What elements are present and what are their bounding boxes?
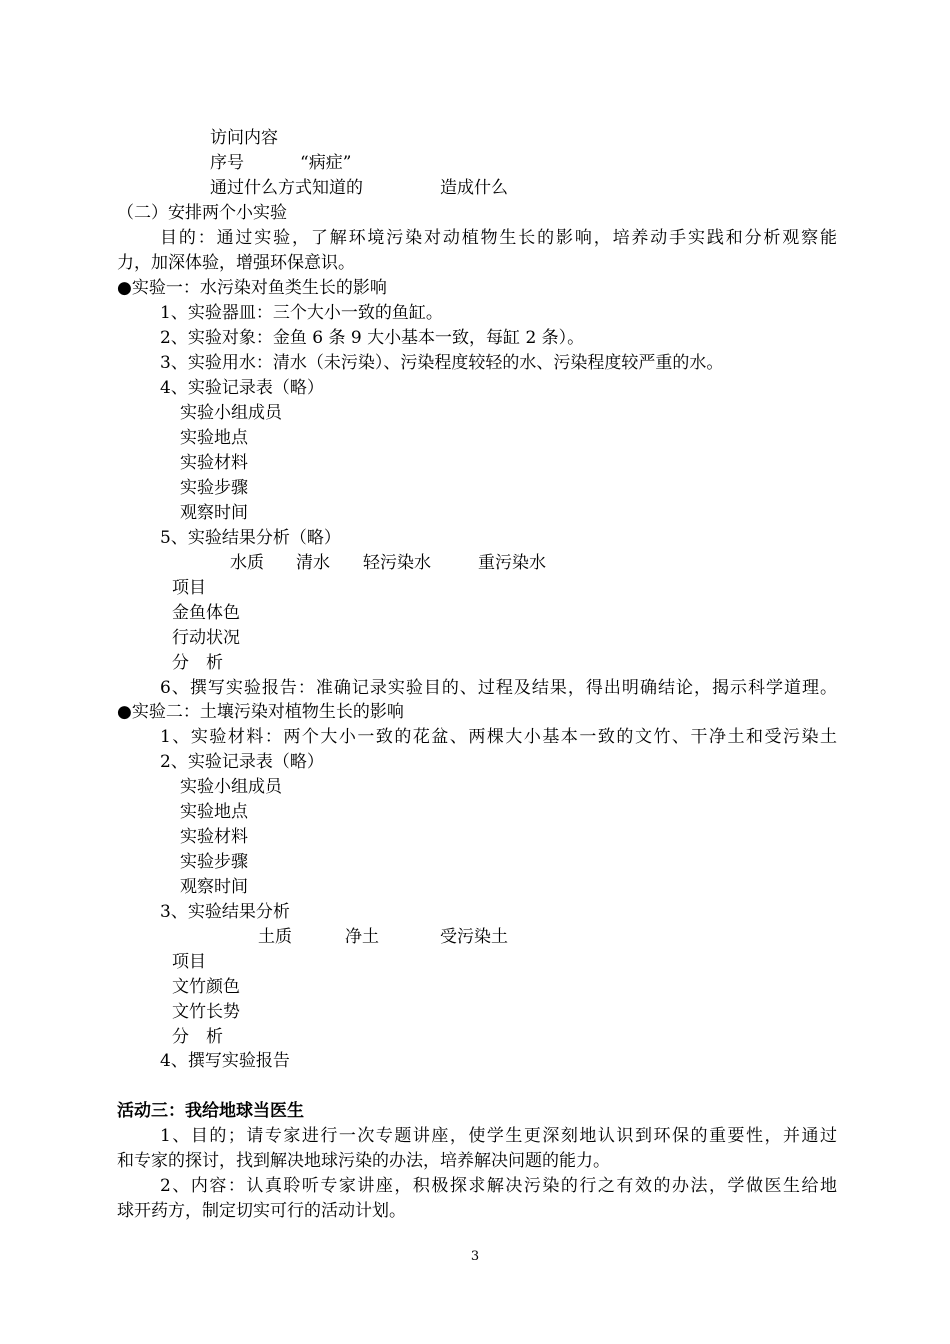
exp1-table-row-label: 项目 [172, 578, 206, 598]
exp1-table-header-cell: 重污染水 [478, 553, 546, 573]
exp1-table-row-label: 分 析 [172, 653, 223, 673]
exp1-item4: 4、实验记录表（略） [160, 378, 324, 398]
exp2-table-header-cell: 土质 [258, 927, 292, 947]
exp1-table-header-cell: 水质 [230, 553, 264, 573]
exp2-record-row: 实验地点 [180, 802, 248, 822]
activity3-p2-line1: 2、内容：认真聆听专家讲座，积极探求解决污染的行之有效的办法，学做医生给地 [160, 1176, 837, 1196]
interview-title: 访问内容 [210, 128, 278, 148]
activity3-title: 活动三：我给地球当医生 [117, 1101, 304, 1121]
section2-purpose-line2: 力，加深体验，增强环保意识。 [117, 253, 355, 273]
exp1-record-row: 观察时间 [180, 503, 248, 523]
exp1-item2: 2、实验对象：金鱼 6 条 9 大小基本一致，每缸 2 条）。 [160, 328, 585, 348]
exp1-table-row-label: 行动状况 [172, 628, 240, 648]
activity3-p1-line1: 1、目的；请专家进行一次专题讲座，使学生更深刻地认识到环保的重要性，并通过 [160, 1126, 837, 1146]
activity3-p2-line2: 球开药方，制定切实可行的活动计划。 [117, 1201, 406, 1221]
exp1-title: ●实验一：水污染对鱼类生长的影响 [117, 278, 387, 298]
exp2-table-row-label: 文竹长势 [172, 1002, 240, 1022]
interview-col-number: 序号 [210, 153, 244, 173]
exp2-table-row-label: 文竹颜色 [172, 977, 240, 997]
page-number: 3 [470, 1249, 480, 1264]
exp2-title: ●实验二：土壤污染对植物生长的影响 [117, 702, 404, 722]
interview-col-cause: 造成什么 [440, 178, 508, 198]
exp1-table-header-cell: 轻污染水 [363, 553, 431, 573]
exp1-item3: 3、实验用水：清水（未污染）、污染程度较轻的水、污染程度较严重的水。 [160, 353, 724, 373]
exp2-item2: 2、实验记录表（略） [160, 752, 324, 772]
exp1-item1: 1、实验器皿：三个大小一致的鱼缸。 [160, 303, 443, 323]
exp2-table-row-label: 项目 [172, 952, 206, 972]
exp2-item1: 1、实验材料：两个大小一致的花盆、两棵大小基本一致的文竹、干净土和受污染土 [160, 727, 837, 747]
activity3-p1-line2: 和专家的探讨，找到解决地球污染的办法，培养解决问题的能力。 [117, 1151, 610, 1171]
exp2-table-header-cell: 净土 [345, 927, 379, 947]
exp1-table-header-cell: 清水 [296, 553, 330, 573]
exp1-table-row-label: 金鱼体色 [172, 603, 240, 623]
exp1-record-row: 实验小组成员 [180, 403, 282, 423]
exp2-record-row: 实验小组成员 [180, 777, 282, 797]
interview-col-disease: “病症” [300, 153, 352, 173]
exp1-item6: 6、撰写实验报告：准确记录实验目的、过程及结果，得出明确结论，揭示科学道理。 [160, 678, 837, 698]
exp2-item4: 4、撰写实验报告 [160, 1051, 290, 1071]
exp1-item5: 5、实验结果分析（略） [160, 528, 341, 548]
exp2-item3: 3、实验结果分析 [160, 902, 290, 922]
interview-col-how: 通过什么方式知道的 [210, 178, 363, 198]
exp1-record-row: 实验地点 [180, 428, 248, 448]
exp2-record-row: 实验材料 [180, 827, 248, 847]
exp1-record-row: 实验材料 [180, 453, 248, 473]
section2-heading: （二）安排两个小实验 [117, 203, 287, 223]
exp2-table-row-label: 分 析 [172, 1027, 223, 1047]
exp2-record-row: 观察时间 [180, 877, 248, 897]
exp2-table-header-cell: 受污染土 [440, 927, 508, 947]
section2-purpose-line1: 目的：通过实验，了解环境污染对动植物生长的影响，培养动手实践和分析观察能 [160, 228, 837, 248]
exp2-record-row: 实验步骤 [180, 852, 248, 872]
exp1-record-row: 实验步骤 [180, 478, 248, 498]
